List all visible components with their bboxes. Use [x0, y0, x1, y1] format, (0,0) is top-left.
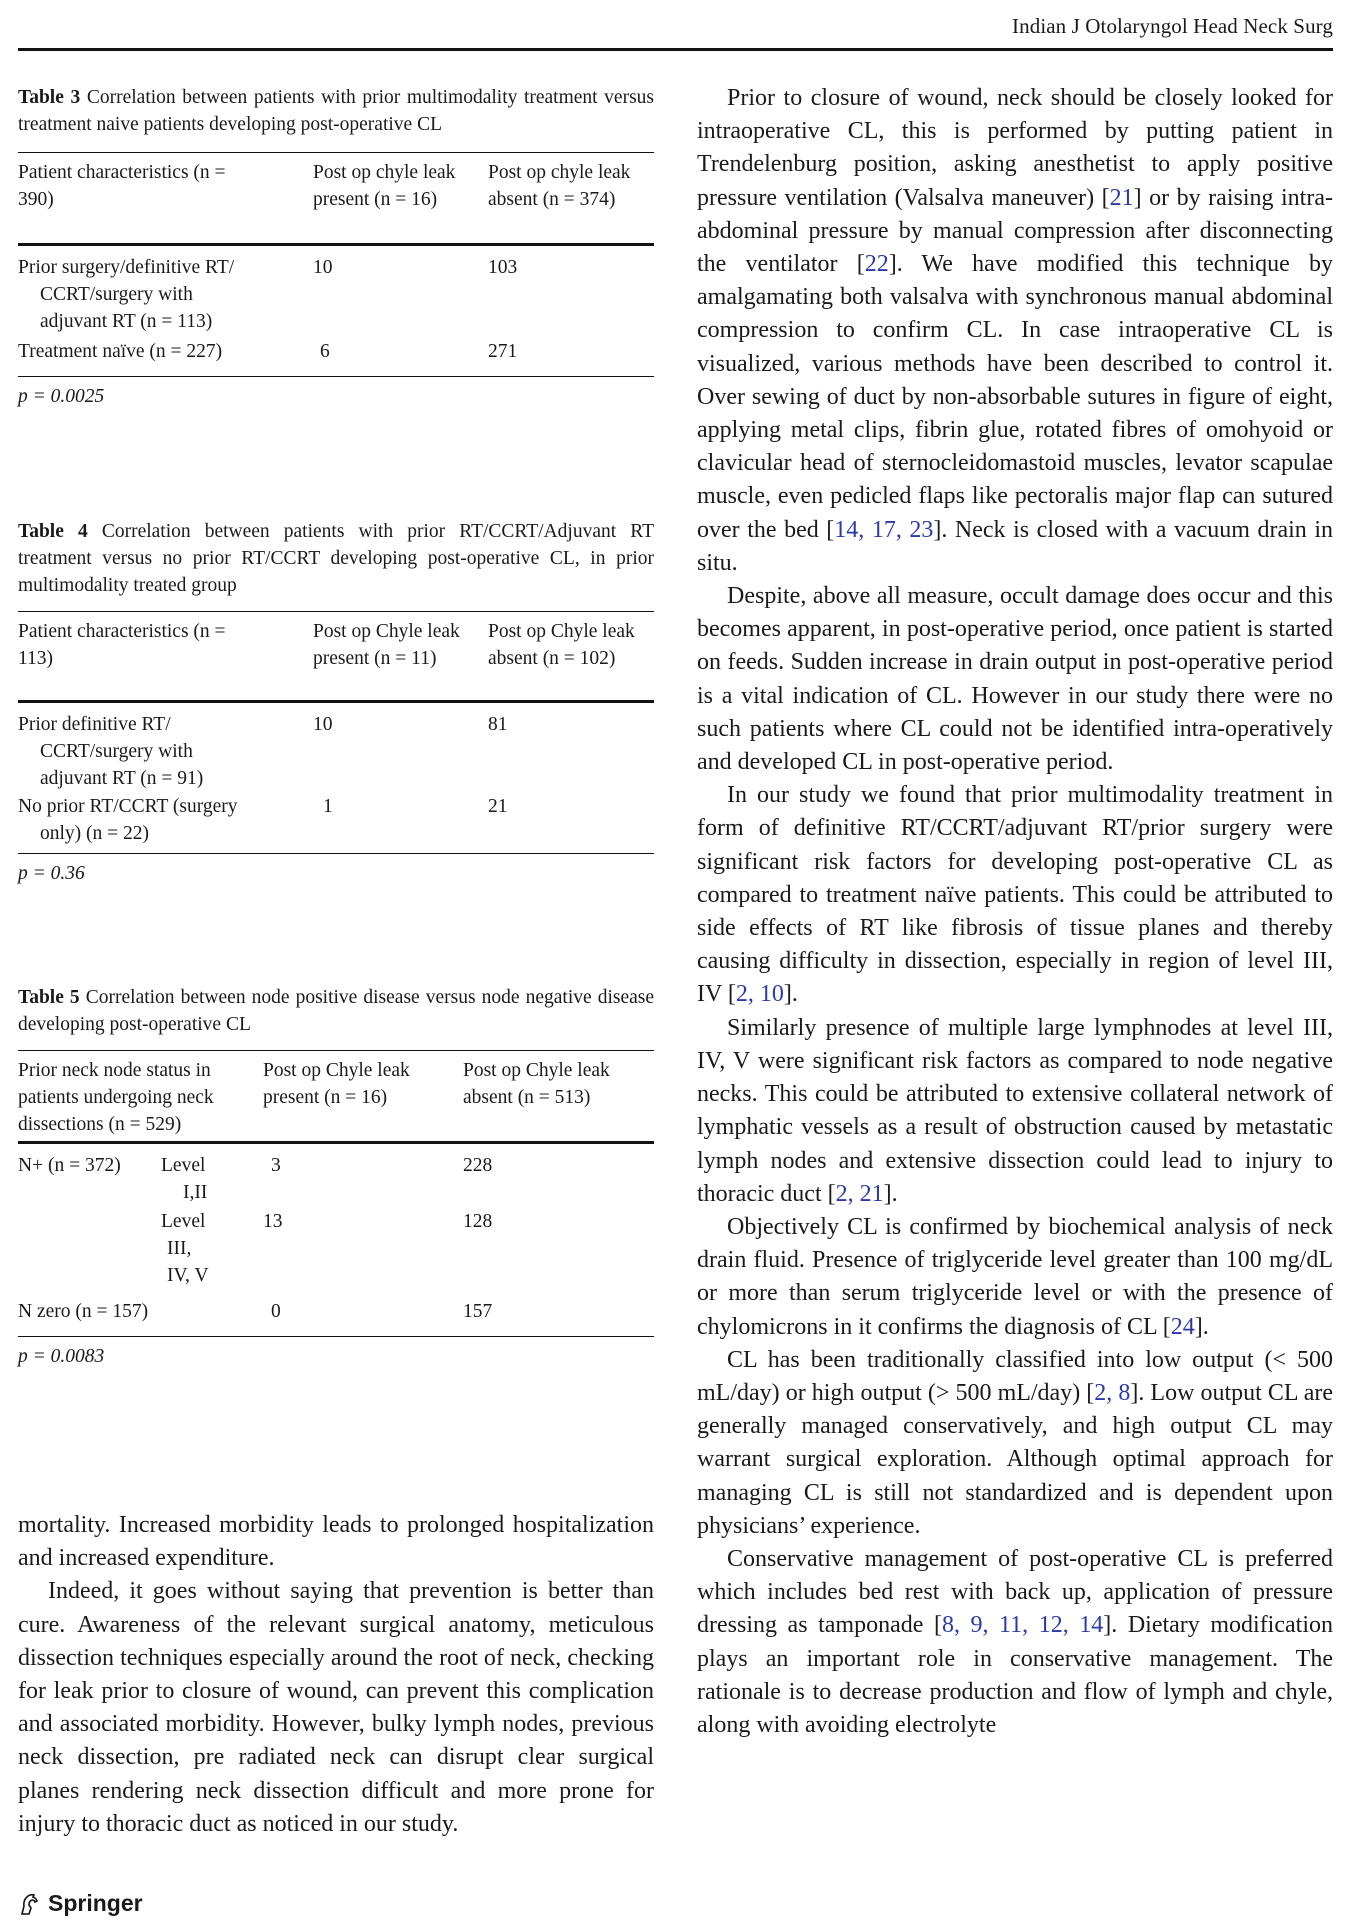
table-5-row-1-sub — [161, 1152, 231, 1206]
label-line: No prior RT/CCRT (surgery — [18, 796, 238, 817]
left-paragraph-2: Indeed, it goes without saying that prevention is better than cure. Awareness of the relevant surgical anatomy, meticulous dissection techniques especially around the root of neck, checking for leak prior to closure of wound, can prevent this complication and associated morbidity. However, bulky lymph nodes, previous neck dissection, pre radiated neck can disrupt clear surgical planes rendering neck dissection difficult and more prone for injury to thoracic duct as noticed in our study. — [18, 1578, 654, 1837]
citation-link[interactable]: 2, 10 — [735, 981, 784, 1008]
table-3-row-1-absent: 103 — [488, 257, 518, 278]
table-4-label: Table 4 — [18, 521, 88, 542]
table-5-header-row — [18, 1051, 654, 1141]
citation-link[interactable]: 14, 17, 23 — [834, 516, 934, 543]
table-row — [18, 1296, 654, 1336]
table-5-header-status: Prior neck node status in patients undergoing neck dissections (n = 529) — [18, 1060, 214, 1135]
table-5-row-2-sub — [161, 1208, 251, 1289]
table-row — [18, 246, 654, 334]
publisher-name: Springer — [48, 1890, 143, 1916]
sub-line: III, — [167, 1238, 192, 1259]
table-5-bottom-rule — [18, 1336, 654, 1337]
right-paragraph-7: Conservative management of post-operative CL is preferred which includes bed rest with back up, application of pressure dressing as tamponade [8, 9, 11, 12, 14]. Dietary modification plays an important role in conservative management. The rationale is to decrease production and flow of lymph and chyle, along with avoiding electrolyte — [697, 1545, 1333, 1738]
table-3-label: Table 3 — [18, 87, 81, 108]
citation-link[interactable]: 8, 9, 11, 12, 14 — [941, 1612, 1104, 1639]
table-5-row-1-absent: 228 — [463, 1155, 493, 1176]
table-4-pvalue: p = 0.36 — [18, 863, 85, 884]
label-line: adjuvant RT (n = 91) — [40, 768, 204, 789]
table-4-row-1-absent: 81 — [488, 714, 508, 735]
table-3-row-2-present: 6 — [320, 341, 330, 362]
table-3-pvalue: p = 0.0025 — [18, 386, 105, 407]
right-paragraph-1: Prior to closure of wound, neck should be closely looked for intraoperative CL, this is performed by putting patient in Trendelenburg position, asking anesthetist to apply positive pressure ventilation (Valsalva maneuver) [21] or by raising intra-abdominal pressure by manual compression after disconnecting the ventilator [22]. We have modified this technique by amalgamating both valsalva with synchronous manual abdominal compression to confirm CL. In case intraoperative CL is visualized, various methods have been described to control it. Over sewing of duct by non-absorbable sutures in figure of eight, applying metal clips, fibrin glue, rotated fibres of omohyoid or clavicular head of sternocleidomastoid muscles, levator scapulae muscle, even pedicled flaps like pectoralis major flap can sutured over the bed [14, 17, 23]. Neck is closed with a vacuum drain in situ. — [697, 85, 1334, 576]
table-4-row-1-present: 10 — [313, 714, 333, 735]
citation-link[interactable]: 22 — [864, 251, 889, 278]
table-4 — [18, 518, 654, 887]
table-3-caption — [18, 84, 654, 138]
label-line: Prior surgery/definitive RT/ — [18, 257, 235, 278]
table-5-row-2-present: 13 — [263, 1211, 283, 1232]
table-4-bottom-rule — [18, 853, 654, 854]
sub-line: Level — [161, 1211, 206, 1232]
table-5-caption-text: Correlation between node positive disease versus node negative disease developing post-operative CL — [18, 987, 655, 1035]
table-5-row-1-present: 3 — [271, 1155, 281, 1176]
table-3-row-2-label: Treatment naïve (n = 227) — [18, 341, 223, 362]
table-4-row-2-absent: 21 — [488, 796, 508, 817]
table-5-label: Table 5 — [18, 987, 80, 1008]
header-rule — [18, 48, 1333, 51]
table-4-caption-text: Correlation between patients with prior RT/CCRT/Adjuvant RT treatment versus no prior RT/CCRT developing post-operative CL, in prior multimodality treated group — [18, 521, 655, 596]
springer-logo — [18, 1890, 143, 1917]
table-4-header-characteristics: Patient characteristics (n = 113) — [18, 621, 226, 669]
table-3-row-2-absent: 271 — [488, 341, 518, 362]
label-line: CCRT/surgery with — [40, 284, 193, 305]
right-paragraph-3: In our study we found that prior multimodality treatment in form of definitive RT/CCRT/adjuvant RT/prior surgery were significant risk factors for developing post-operative CL as compared to treatment naïve patients. This could be attributed to side effects of RT like fibrosis of tissue planes and thereby causing difficulty in dissection, especially in region of level III, IV [2, 10]. — [697, 782, 1333, 1008]
table-5-pvalue: p = 0.0083 — [18, 1346, 105, 1367]
table-3 — [18, 84, 654, 484]
left-column — [18, 84, 655, 1837]
table-5-row-3-present: 0 — [271, 1301, 281, 1322]
table-4-header-absent: Post op Chyle leak absent (n = 102) — [488, 621, 635, 669]
sub-line: IV, V — [167, 1265, 209, 1286]
table-4-row-1-label — [18, 711, 298, 792]
table-4-row-2-present: 1 — [323, 796, 333, 817]
table-3-header-characteristics: Patient characteristics (n = 390) — [18, 162, 226, 210]
table-3-header-present: Post op chyle leak present (n = 16) — [313, 162, 456, 210]
table-5-header-absent: Post op Chyle leak absent (n = 513) — [463, 1060, 610, 1108]
right-paragraph-4: Similarly presence of multiple large lymphnodes at level III, IV, V were significant risk factors as compared to node negative necks. This could be attributed to extensive collateral network of lymphatic vessels as a result of obstruction caused by metastatic lymph nodes and extensive dissection could lead to injury to thoracic duct [2, 21]. — [697, 1014, 1333, 1207]
table-4-row-2-label — [18, 793, 308, 847]
table-5-row-3-group: N zero (n = 157) — [18, 1301, 149, 1322]
sub-line: I,II — [183, 1182, 208, 1203]
table-3-bottom-rule — [18, 376, 654, 377]
citation-link[interactable]: 2, 8 — [1094, 1379, 1131, 1406]
table-4-header-present: Post op Chyle leak present (n = 11) — [313, 621, 460, 669]
table-3-caption-text: Correlation between patients with prior multimodality treatment versus treatment naive patients developing post-operative CL — [18, 87, 655, 135]
table-3-header-row — [18, 153, 654, 243]
table-5 — [18, 984, 654, 1370]
label-line: adjuvant RT (n = 113) — [40, 311, 213, 332]
table-4-header-row — [18, 612, 654, 700]
journal-header: Indian J Otolaryngol Head Neck Surg — [1012, 14, 1333, 38]
table-5-row-3-absent: 157 — [463, 1301, 493, 1322]
label-line: Prior definitive RT/ — [18, 714, 171, 735]
sub-line: Level — [161, 1155, 206, 1176]
right-paragraph-2: Despite, above all measure, occult damage does occur and this becomes apparent, in post-operative period, once patient is started on feeds. Sudden increase in drain output in post-operative period is a vital indication of CL. However in our study there were no such patients where CL could not be identified intra-operatively and developed CL in post-operative period. — [697, 583, 1333, 776]
right-paragraph-6: CL has been traditionally classified into low output (< 500 mL/day) or high output (> 500 mL/day) [2, 8]. Low output CL are generally managed conservatively, and high output CL may warrant surgical exploration. Although optimal approach for managing CL is still not standardized and is dependent upon physicians’ experience. — [697, 1346, 1334, 1539]
citation-link[interactable]: 21 — [1109, 184, 1134, 211]
table-5-row-1-group: N+ (n = 372) — [18, 1155, 121, 1176]
table-3-row-1-present: 10 — [313, 257, 333, 278]
table-3-row-1-label — [18, 254, 298, 335]
table-row — [18, 1206, 654, 1296]
left-body-text — [18, 1509, 654, 1841]
right-paragraph-5: Objectively CL is confirmed by biochemical analysis of neck drain fluid. Presence of triglyceride level greater than 100 mg/dL or more than serum triglyceride level or with the presence of chylomicrons in it confirms the diagnosis of CL [24]. — [697, 1213, 1333, 1340]
table-5-caption — [18, 984, 654, 1038]
springer-horse-icon — [18, 1892, 42, 1916]
table-3-header-absent: Post op chyle leak absent (n = 374) — [488, 162, 631, 210]
table-row — [18, 1144, 654, 1206]
left-paragraph-1: mortality. Increased morbidity leads to prolonged hospitalization and increased expenditure. — [18, 1512, 654, 1572]
table-row — [18, 791, 654, 853]
label-line: CCRT/surgery with — [40, 741, 193, 762]
citation-link[interactable]: 24 — [1170, 1313, 1195, 1340]
table-5-header-present: Post op Chyle leak present (n = 16) — [263, 1060, 410, 1108]
citation-link[interactable]: 2, 21 — [835, 1180, 884, 1207]
label-line: only) (n = 22) — [40, 823, 150, 844]
table-row — [18, 334, 654, 376]
table-5-row-2-absent: 128 — [463, 1211, 493, 1232]
table-4-caption — [18, 518, 654, 599]
right-column — [697, 82, 1333, 1742]
table-row — [18, 703, 654, 791]
